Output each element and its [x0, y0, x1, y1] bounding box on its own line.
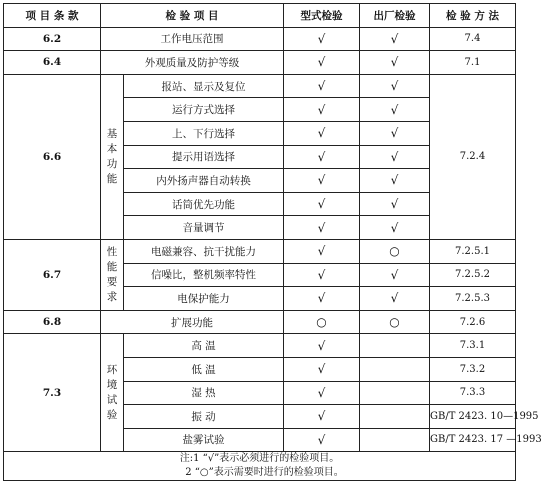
factory-test-cell: [360, 357, 430, 381]
factory-test-cell: √: [360, 263, 430, 287]
type-test-cell: ○: [284, 310, 360, 334]
item-cell: 上、下行选择: [124, 121, 284, 145]
method-cell: 7.2.6: [430, 310, 516, 334]
factory-test-cell: √: [360, 169, 430, 193]
item-cell: 外观质量及防护等级: [101, 51, 284, 75]
item-cell: 低 温: [124, 357, 284, 381]
type-test-cell: √: [284, 334, 360, 358]
item-cell: 工作电压范围: [101, 27, 284, 51]
item-cell: 话筒优先功能: [124, 192, 284, 216]
item-cell: 扩展功能: [101, 310, 284, 334]
table-row: [4, 74, 516, 98]
factory-test-cell: ○: [360, 239, 430, 263]
table-row: [4, 51, 516, 75]
type-test-cell: √: [284, 121, 360, 145]
group-label-environment: 环 境 试 验: [101, 334, 124, 452]
item-cell: 信噪比，整机频率特性: [124, 263, 284, 287]
factory-test-cell: √: [360, 27, 430, 51]
item-cell: 运行方式选择: [124, 98, 284, 122]
type-test-cell: √: [284, 98, 360, 122]
factory-test-cell: [360, 381, 430, 405]
item-cell: 湿 热: [124, 381, 284, 405]
item-cell: 电保护能力: [124, 287, 284, 311]
method-cell: 7.2.4: [430, 74, 516, 239]
item-cell: 高 温: [124, 334, 284, 358]
method-cell: 7.4: [430, 27, 516, 51]
method-cell: 7.3.3: [430, 381, 516, 405]
item-cell: 内外扬声器自动转换: [124, 169, 284, 193]
factory-test-cell: √: [360, 74, 430, 98]
type-test-cell: √: [284, 169, 360, 193]
type-test-cell: √: [284, 357, 360, 381]
header-item: 检 验 项 目: [101, 4, 284, 28]
method-cell: 7.2.5.1: [430, 239, 516, 263]
method-cell: 7.2.5.2: [430, 263, 516, 287]
type-test-cell: √: [284, 428, 360, 452]
factory-test-cell: √: [360, 145, 430, 169]
table-row: [4, 27, 516, 51]
note-line-1: 注:1 “√”表示必须进行的检验项目。: [179, 453, 340, 465]
note-line-2: 2 “○”表示需要时进行的检验项目。: [185, 467, 344, 479]
type-test-cell: √: [284, 51, 360, 75]
clause-cell: 6.8: [4, 310, 101, 334]
factory-test-cell: ○: [360, 310, 430, 334]
item-cell: 音量调节: [124, 216, 284, 240]
inspection-items-table: [3, 3, 542, 481]
document-page: [3, 3, 542, 481]
group-label-basic-function: 基 本 功 能: [101, 74, 124, 239]
method-cell: 7.3.1: [430, 334, 516, 358]
item-cell: 盐雾试验: [124, 428, 284, 452]
method-cell: GB/T 2423. 17 —1993: [430, 428, 516, 452]
header-type-test: 型式检验: [284, 4, 360, 28]
factory-test-cell: √: [360, 192, 430, 216]
factory-test-cell: √: [360, 216, 430, 240]
type-test-cell: √: [284, 405, 360, 429]
type-test-cell: √: [284, 192, 360, 216]
table-row: [4, 310, 516, 334]
table-header-row: [4, 4, 516, 28]
factory-test-cell: [360, 334, 430, 358]
clause-cell: 6.6: [4, 74, 101, 239]
type-test-cell: √: [284, 239, 360, 263]
notes-row: [4, 452, 516, 481]
item-cell: 提示用语选择: [124, 145, 284, 169]
factory-test-cell: [360, 405, 430, 429]
item-cell: 振 动: [124, 405, 284, 429]
group-label-performance: 性 能 要 求: [101, 239, 124, 310]
type-test-cell: √: [284, 145, 360, 169]
clause-cell: 6.2: [4, 27, 101, 51]
item-cell: 电磁兼容、抗干扰能力: [124, 239, 284, 263]
type-test-cell: √: [284, 381, 360, 405]
type-test-cell: √: [284, 74, 360, 98]
type-test-cell: √: [284, 27, 360, 51]
factory-test-cell: √: [360, 51, 430, 75]
method-cell: GB/T 2423. 10—1995: [430, 405, 516, 429]
factory-test-cell: √: [360, 287, 430, 311]
method-cell: 7.3.2: [430, 357, 516, 381]
factory-test-cell: [360, 428, 430, 452]
item-cell: 报站、显示及复位: [124, 74, 284, 98]
table-notes: [4, 452, 516, 481]
method-cell: 7.1: [430, 51, 516, 75]
type-test-cell: √: [284, 287, 360, 311]
clause-cell: 6.4: [4, 51, 101, 75]
clause-cell: 7.3: [4, 334, 101, 452]
header-clause: 项 目 条 款: [4, 4, 101, 28]
type-test-cell: √: [284, 263, 360, 287]
type-test-cell: √: [284, 216, 360, 240]
method-cell: 7.2.5.3: [430, 287, 516, 311]
clause-cell: 6.7: [4, 239, 101, 310]
table-row: [4, 334, 516, 358]
factory-test-cell: √: [360, 121, 430, 145]
factory-test-cell: √: [360, 98, 430, 122]
header-method: 检 验 方 法: [430, 4, 516, 28]
header-factory-test: 出厂检验: [360, 4, 430, 28]
table-row: [4, 239, 516, 263]
